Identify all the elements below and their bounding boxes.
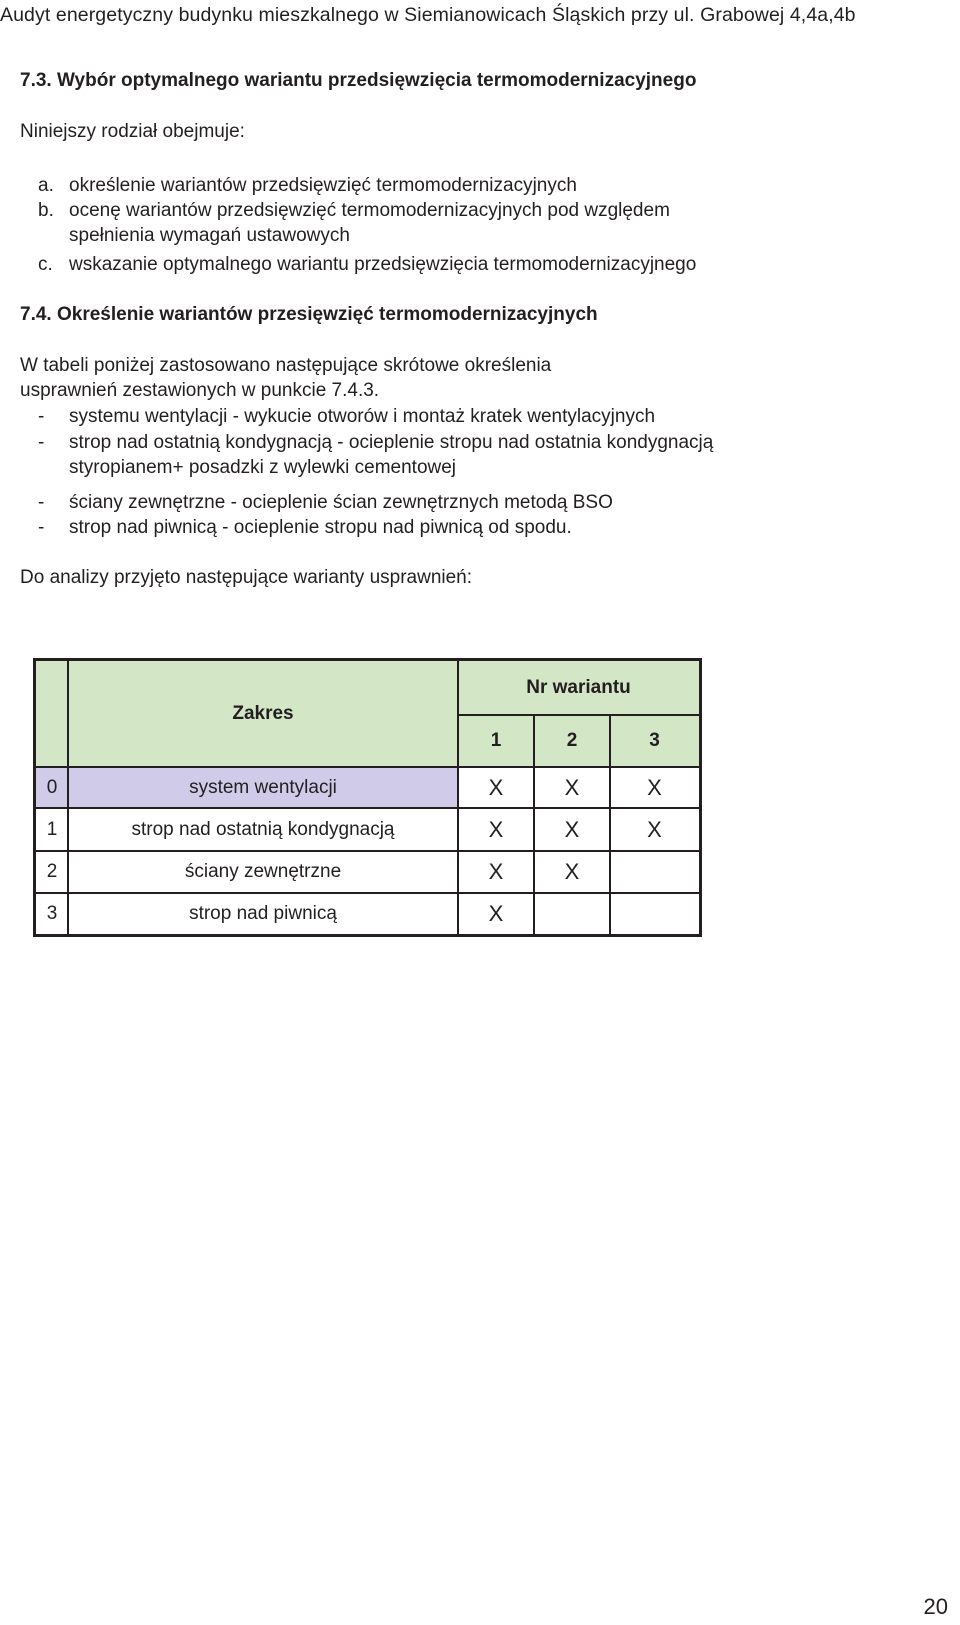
section-7-4-intro-line-1: W tabeli poniżej zastosowano następujące skrótowe określenia (20, 355, 552, 376)
table-header-variant-label: Nr wariantu (526, 677, 631, 698)
table-header-variant-number (534, 715, 610, 767)
row-index-value: 1 (46, 818, 58, 840)
table-grid-line (36, 892, 699, 894)
list-item-marker: b. (38, 200, 54, 221)
row-index (36, 851, 68, 893)
table-grid-line (36, 807, 699, 809)
analysis-intro: Do analizy przyjęto następujące warianty usprawnień: (20, 567, 473, 588)
section-7-4-intro-line-2: usprawnień zestawionych w punkcie 7.4.3. (20, 380, 380, 401)
table-header-scope (68, 661, 458, 767)
row-index-value: 0 (46, 776, 58, 798)
row-scope (68, 767, 458, 808)
table-header-variant-number (610, 715, 699, 767)
bullet-text: systemu wentylacji - wykucie otworów i montaż kratek wentylacyjnych (69, 406, 656, 427)
variant-mark (610, 808, 699, 851)
row-scope (68, 893, 458, 934)
variant-mark-value: X (564, 774, 580, 800)
table-grid-line (36, 850, 699, 852)
bullet-dash: - (38, 406, 45, 427)
bullet-text: ściany zewnętrzne - ocieplenie ścian zewnętrznych metodą BSO (69, 492, 613, 513)
variant-mark-value: X (564, 859, 580, 884)
list-item-marker: a. (38, 175, 54, 196)
variant-mark-value: X (647, 816, 662, 842)
variant-mark (534, 851, 610, 893)
list-item-text: spełnienia wymagań ustawowych (69, 225, 350, 246)
variant-mark (458, 808, 534, 851)
row-index (36, 808, 68, 851)
variant-mark (610, 851, 699, 893)
variant-mark (534, 767, 610, 808)
section-7-4-heading: 7.4. Określenie wariantów przesięwzięć termomodernizacyjnych (20, 304, 598, 325)
row-index (36, 893, 68, 934)
variant-mark-value: X (488, 816, 504, 842)
table-grid-line (457, 714, 699, 716)
list-item-marker: c. (38, 254, 53, 275)
variant-mark-value: X (564, 816, 580, 842)
row-scope-text: ściany zewnętrzne (184, 861, 342, 882)
variant-number-label: 3 (649, 730, 660, 751)
row-scope-text: system wentylacji (189, 776, 337, 798)
section-7-3-intro: Niniejszy rodział obejmuje: (20, 121, 245, 142)
table-grid-line (36, 766, 699, 768)
table-grid-line (533, 715, 535, 934)
variant-mark-value: X (647, 774, 662, 800)
bullet-dash: - (38, 517, 45, 538)
page-number: 20 (923, 1594, 948, 1619)
row-index-value: 3 (46, 902, 58, 924)
table-header-variant (458, 661, 699, 715)
variant-mark (610, 767, 699, 808)
section-7-3-heading: 7.3. Wybór optymalnego wariantu przedsięwzięcia termomodernizacyjnego (20, 70, 697, 91)
document-header: Audyt energetyczny budynku mieszkalnego w Siemianowicach Śląskich przy ul. Grabowej 4,4a,4b (0, 4, 856, 26)
variant-mark (458, 893, 534, 934)
variant-mark (534, 808, 610, 851)
list-item-text: ocenę wariantów przedsięwzięć termomodernizacyjnych pod względem (69, 200, 670, 221)
bullet-text: styropianem+ posadzki z wylewki cementowej (69, 457, 457, 478)
variant-number-label: 2 (566, 730, 578, 751)
variant-mark (458, 767, 534, 808)
variants-table (33, 658, 702, 937)
variant-mark-value: X (488, 859, 504, 884)
variant-mark (610, 893, 699, 934)
row-index (36, 767, 68, 808)
row-index-value: 2 (46, 861, 58, 882)
table-header-index-cell (36, 661, 68, 767)
list-item-text: wskazanie optymalnego wariantu przedsięwzięcia termomodernizacyjnego (69, 254, 697, 275)
variant-mark (458, 851, 534, 893)
table-header-scope-label: Zakres (232, 703, 294, 724)
table-header-variant-number (458, 715, 534, 767)
row-scope (68, 851, 458, 893)
row-scope (68, 808, 458, 851)
variant-mark-value: X (488, 774, 504, 800)
list-item-text: określenie wariantów przedsięwzięć termomodernizacyjnych (69, 175, 577, 196)
bullet-text: strop nad piwnicą - ocieplenie stropu nad piwnicą od spodu. (69, 517, 572, 538)
bullet-text: strop nad ostatnią kondygnacją - ocieplenie stropu nad ostatnia kondygnacją (69, 432, 714, 453)
bullet-dash: - (38, 432, 45, 453)
table-grid-line (609, 715, 611, 934)
bullet-dash: - (38, 492, 45, 513)
row-scope-text: strop nad ostatnią kondygnacją (131, 818, 395, 840)
variant-number-label: 1 (490, 730, 502, 751)
variant-mark (534, 893, 610, 934)
row-scope-text: strop nad piwnicą (189, 902, 337, 924)
variant-mark-value: X (488, 900, 504, 926)
